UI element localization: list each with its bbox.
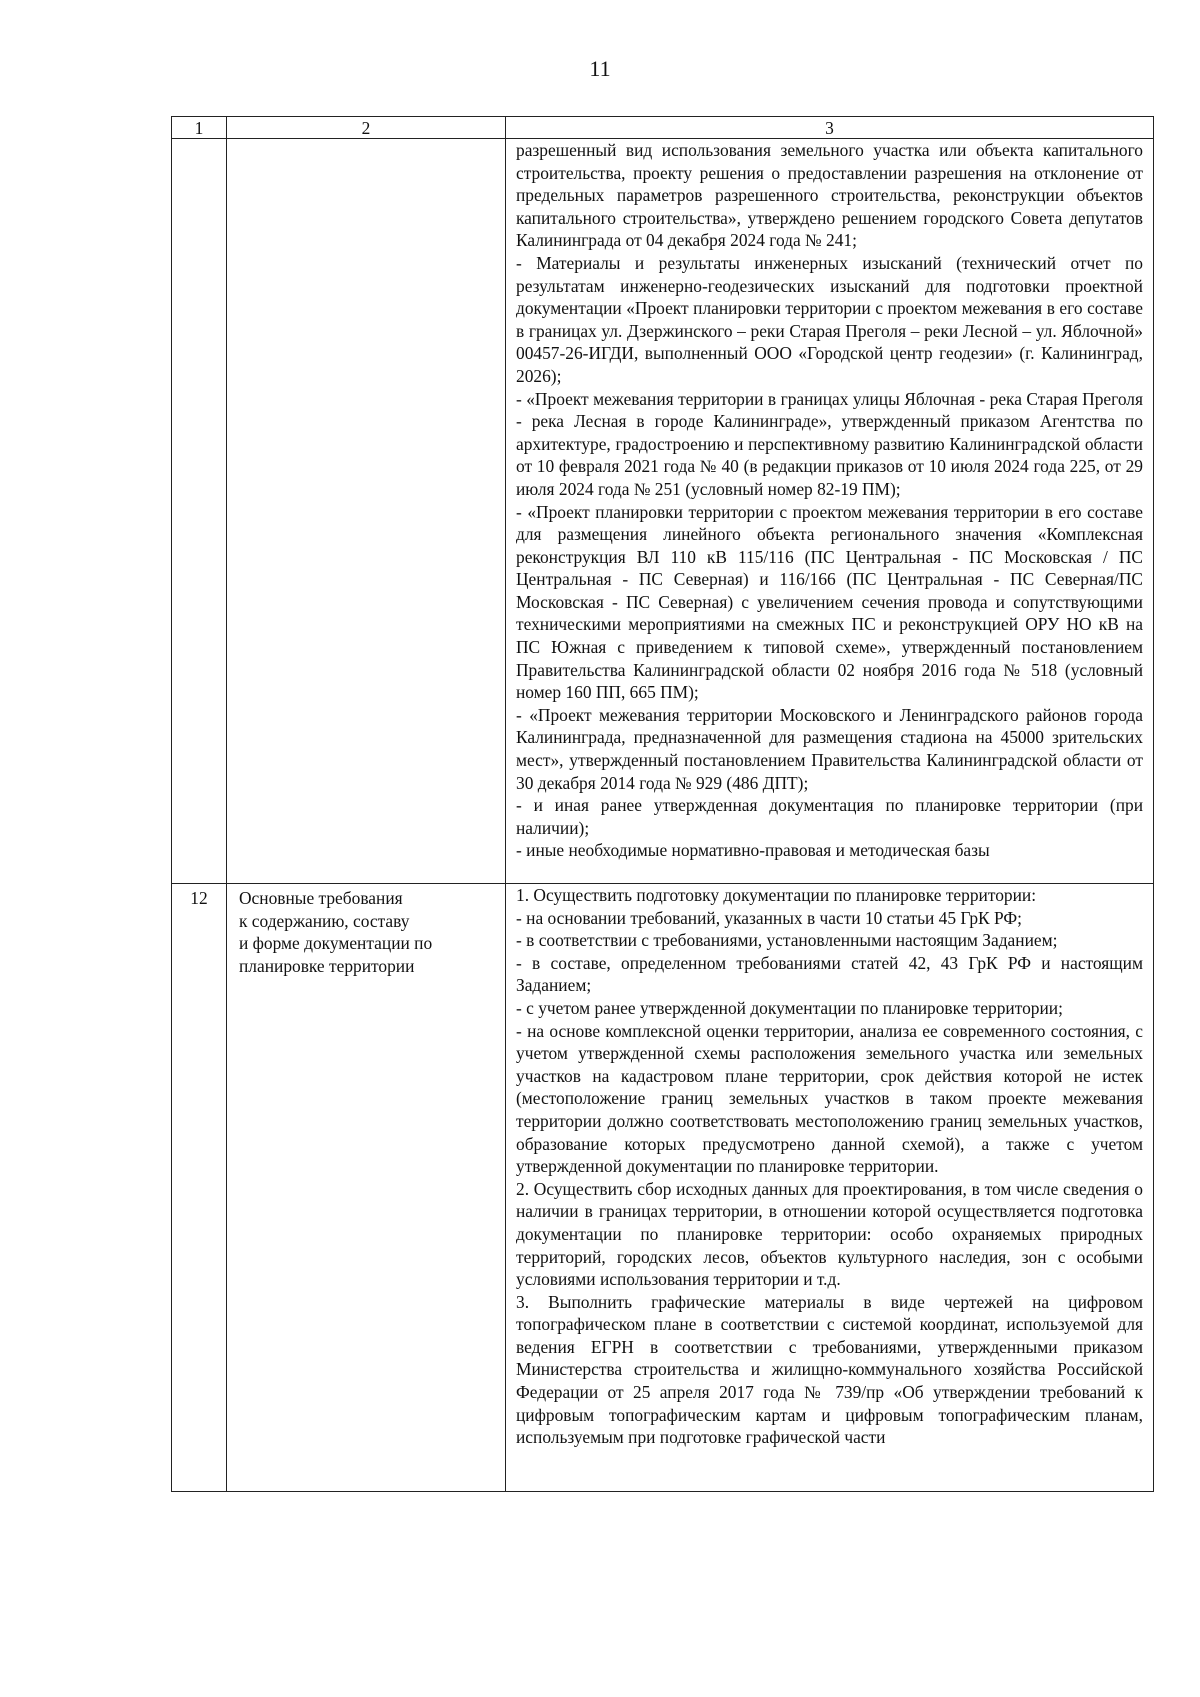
- table-header-row: [172, 117, 1154, 139]
- paragraph: 2. Осуществить сбор исходных данных для проектирования, в том числе сведения о наличии в границах территории, в отношении которой осуществляется подготовка документации по планировке территории: особо охраняемых природных территорий, городских лесов, объектов культурного наследия, зон с особыми условиями использования территории и т.д.: [516, 1178, 1143, 1290]
- requirement-cell: [227, 139, 506, 884]
- paragraph: 1. Осуществить подготовку документации по планировке территории:: [516, 885, 1037, 905]
- paragraph: - Материалы и результаты инженерных изысканий (технический отчет по результатам инженерно-геодезических изысканий для подготовки проектной документации «Проект планировки территории с проектом межевания в его составе в границах ул. Дзержинского – реки Старая Преголя – реки Лесной – ул. Яблочной» 00457-26-ИГДИ, выполненный ООО «Городской центр геодезии» (г. Калининград, 2026);: [516, 252, 1143, 386]
- requirement-line: и форме документации по: [239, 933, 433, 954]
- paragraph: - на основе комплексной оценки территории, анализа ее современного состояния, с учетом утвержденной схемы расположения земельного участка или земельных участков на кадастровом плане территории, срок действия которой не истек (местоположение границ земельных участков в таком проекте межевания территории должно соответствовать местоположению границ земельных участков, образование которых предусмотрено данной схемой), а также с учетом утвержденной документации по планировке территории.: [516, 1020, 1143, 1177]
- requirement-cell: [227, 884, 506, 1492]
- requirement-line: Основные требования: [239, 888, 403, 908]
- paragraph: - «Проект планировки территории с проектом межевания территории в его составе для размещения линейного объекта регионального значения «Комплексная реконструкция ВЛ 110 кВ 115/116 (ПС Центральная - ПС Московская / ПС Центральная - ПС Северная) и 116/166 (ПС Центральная - ПС Северная/ПС Московская - ПС Северная) с увеличением сечения провода и сопутствующими техническими мероприятиями на смежных ПС и реконструкцией ОРУ НО кВ на ПС Южная с приведением к типовой схеме», утвержденный постановлением Правительства Калининградской области 02 ноября 2016 года № 518 (условный номер 160 ПП, 665 ПМ);: [516, 501, 1143, 703]
- paragraph: разрешенный вид использования земельного участка или объекта капитального строительства, проекту решения о предоставлении разрешения на отклонение от предельных параметров разрешенного строительства, реконструкции объектов капитального строительства», утверждено решением городского Совета депутатов Калининграда от 04 декабря 2024 года № 241;: [516, 140, 1143, 251]
- column-header-3: 3: [506, 117, 1154, 139]
- page-number: 11: [589, 56, 611, 81]
- content-cell: [506, 884, 1154, 1492]
- paragraph: - и иная ранее утвержденная документация по планировке территории (при наличии);: [516, 795, 1143, 838]
- table-row: [172, 884, 1154, 1492]
- content-cell: [506, 139, 1154, 884]
- paragraph: - в соответствии с требованиями, установленными настоящим Заданием;: [516, 930, 1058, 951]
- column-header-2: 2: [227, 117, 506, 139]
- table-row: [172, 139, 1154, 884]
- paragraph: - на основании требований, указанных в части 10 статьи 45 ГрК РФ;: [516, 907, 1022, 928]
- paragraph: - в составе, определенном требованиями статей 42, 43 ГрК РФ и настоящим Заданием;: [516, 952, 1143, 996]
- paragraph: - «Проект межевания территории в границах улицы Яблочная - река Старая Преголя - река Лесная в городе Калининграде», утвержденный приказом Агентства по архитектуре, градостроению и перспективному развитию Калининградской области от 10 февраля 2021 года № 40 (в редакции приказов от 10 июля 2024 года 225, от 29 июля 2024 года № 251 (условный номер 82-19 ПМ);: [516, 388, 1143, 499]
- paragraph: - «Проект межевания территории Московского и Ленинградского районов города Калининграда, предназначенной для размещения стадиона на 45000 зрительских мест», утвержденный постановлением Правительства Калининградской области от 30 декабря 2014 года № 929 (486 ДПТ);: [516, 704, 1143, 793]
- paragraph: - иные необходимые нормативно-правовая и методическая базы: [516, 840, 990, 861]
- paragraph: - с учетом ранее утвержденной документации по планировке территории;: [516, 997, 1063, 1018]
- paragraph: 3. Выполнить графические материалы в виде чертежей на цифровом топографическом плане в соответствии с системой координат, используемой для ведения ЕГРН в соответствии с требованиями, утвержденными приказом Министерства строительства и жилищно-коммунального хозяйства Российской Федерации от 25 апреля 2017 года № 739/пр «Об утверждении требований к цифровым топографическим картам и цифровым топографическим планам, используемым при подготовке графической части: [516, 1291, 1143, 1448]
- column-header-1: 1: [172, 117, 227, 139]
- requirement-line: к содержанию, составу: [239, 910, 410, 931]
- row-number: 12: [172, 884, 227, 1492]
- row-number: [172, 139, 227, 884]
- requirements-table: [171, 116, 1154, 1492]
- requirement-line: планировке территории: [239, 955, 415, 976]
